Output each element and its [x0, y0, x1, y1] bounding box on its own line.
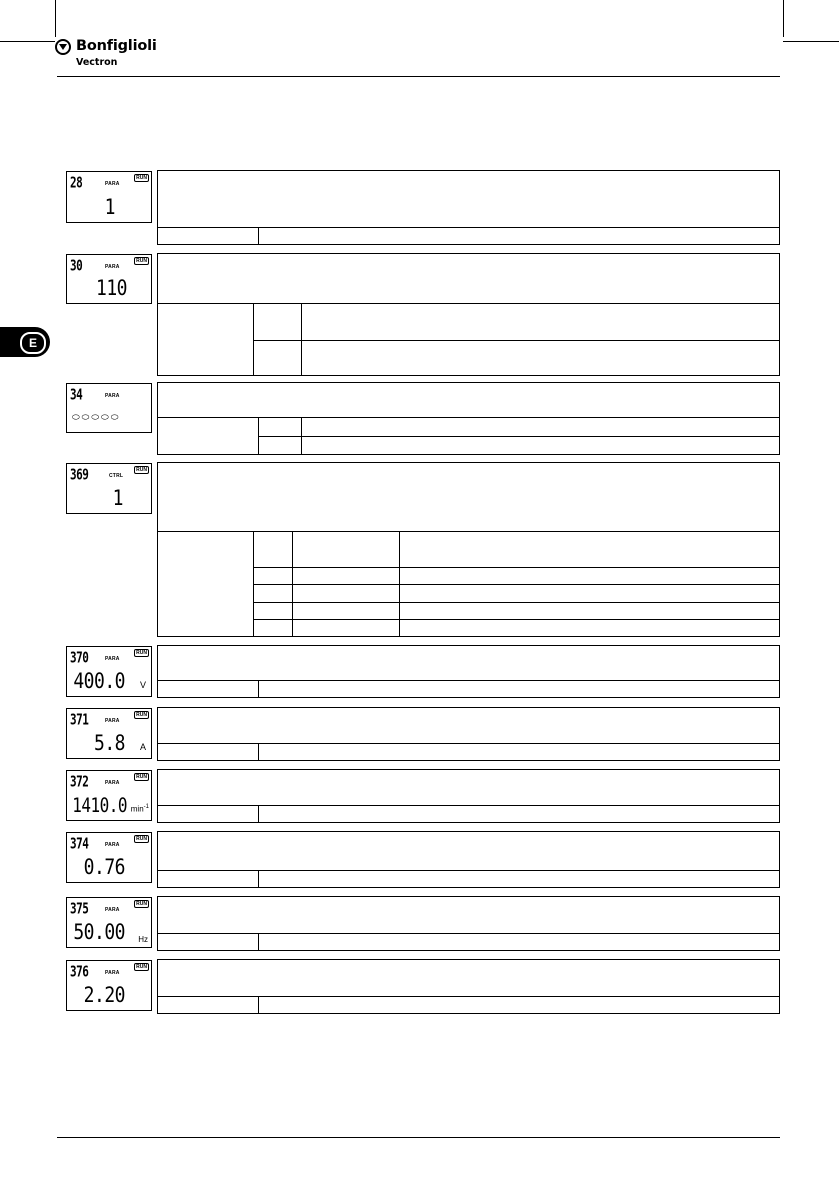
display-mode: CTRL — [109, 473, 124, 479]
parameter-table — [157, 645, 780, 698]
lcd-display — [66, 646, 152, 697]
crop-mark — [783, 0, 784, 37]
parameter-number: 34 — [70, 386, 83, 404]
lcd-display — [66, 832, 152, 883]
table-head — [158, 708, 779, 744]
table-head — [158, 254, 779, 304]
parameter-number: 28 — [70, 174, 83, 192]
language-label: E — [20, 332, 46, 354]
display-mode: PARA — [105, 181, 120, 187]
parameter-number: 30 — [70, 257, 83, 275]
parameter-number: 372 — [70, 773, 89, 791]
header-rule — [57, 76, 780, 77]
parameter-number: 375 — [70, 900, 89, 918]
parameter-value: 400.0 — [73, 669, 125, 695]
parameter-number: 369 — [70, 466, 89, 484]
lcd-display — [66, 383, 152, 433]
table-row — [158, 934, 779, 951]
lcd-display — [66, 463, 152, 514]
display-mode: PARA — [105, 970, 120, 976]
parameter-table — [157, 769, 780, 823]
table-row — [158, 871, 779, 888]
footer-rule — [57, 1137, 780, 1138]
parameter-number: 374 — [70, 835, 89, 853]
table-row — [158, 806, 779, 823]
lcd-display — [66, 254, 152, 304]
parameter-unit: $\min^{-1}$ — [130, 804, 149, 814]
run-indicator: RUN — [136, 774, 147, 780]
display-mode: PARA — [105, 842, 120, 848]
table-head — [158, 646, 779, 681]
table-row — [158, 228, 779, 245]
table-row — [158, 997, 779, 1014]
parameter-table — [157, 959, 780, 1014]
bonfiglioli-logo-icon — [55, 39, 71, 55]
brand-subname: Vectron — [76, 57, 118, 68]
table-head — [158, 897, 779, 934]
lcd-display — [66, 770, 152, 821]
lcd-display — [66, 708, 152, 759]
parameter-table — [157, 707, 780, 761]
run-indicator: RUN — [136, 467, 147, 473]
run-indicator: RUN — [136, 712, 147, 718]
parameter-table — [157, 831, 780, 888]
language-tab — [0, 327, 50, 357]
lcd-display — [66, 171, 152, 223]
parameter-value: 0.76 — [83, 855, 125, 881]
parameter-table — [157, 382, 780, 455]
parameter-number: 370 — [70, 649, 89, 667]
crop-mark — [0, 41, 55, 42]
display-mode: PARA — [105, 907, 120, 913]
crop-mark — [55, 0, 56, 37]
parameter-table — [157, 170, 780, 245]
parameter-unit: A — [139, 742, 146, 752]
parameter-table — [157, 253, 780, 376]
lcd-display — [66, 960, 152, 1011]
run-indicator: RUN — [136, 836, 147, 842]
table-row — [158, 681, 779, 698]
table-head — [158, 770, 779, 806]
display-mode: PARA — [105, 780, 120, 786]
parameter-number: 371 — [70, 711, 89, 729]
run-indicator: RUN — [136, 964, 147, 970]
display-mode: PARA — [105, 264, 120, 270]
table-row — [158, 744, 779, 761]
lcd-display — [66, 897, 152, 948]
parameter-value: 1 — [104, 195, 115, 221]
run-indicator: RUN — [136, 650, 147, 656]
run-indicator: RUN — [136, 175, 147, 181]
parameter-table — [157, 462, 780, 637]
parameter-number: 376 — [70, 963, 89, 981]
table-head — [158, 171, 779, 228]
display-mode: PARA — [105, 393, 120, 399]
parameter-table — [157, 896, 780, 951]
table-head — [158, 383, 779, 418]
table-head — [158, 463, 779, 532]
table-head — [158, 832, 779, 871]
crop-mark — [783, 41, 839, 42]
display-mode: PARA — [105, 656, 120, 662]
parameter-value: 5.8 — [93, 731, 125, 757]
run-indicator: RUN — [136, 258, 147, 264]
parameter-value: 110 — [95, 276, 127, 302]
parameter-unit: V — [139, 680, 146, 690]
dash-segments-icon: ⬭⬭⬭⬭⬭ — [72, 412, 121, 422]
parameter-value: 2.20 — [83, 983, 125, 1009]
brand-name: Bonfiglioli — [76, 38, 157, 54]
parameter-unit: Hz — [138, 935, 148, 944]
parameter-value: 1410.0 — [72, 794, 127, 817]
parameter-value: 50.00 — [73, 920, 125, 946]
table-head — [158, 960, 779, 997]
run-indicator: RUN — [136, 901, 147, 907]
display-mode: PARA — [105, 718, 120, 724]
parameter-value: 1 — [112, 486, 123, 512]
